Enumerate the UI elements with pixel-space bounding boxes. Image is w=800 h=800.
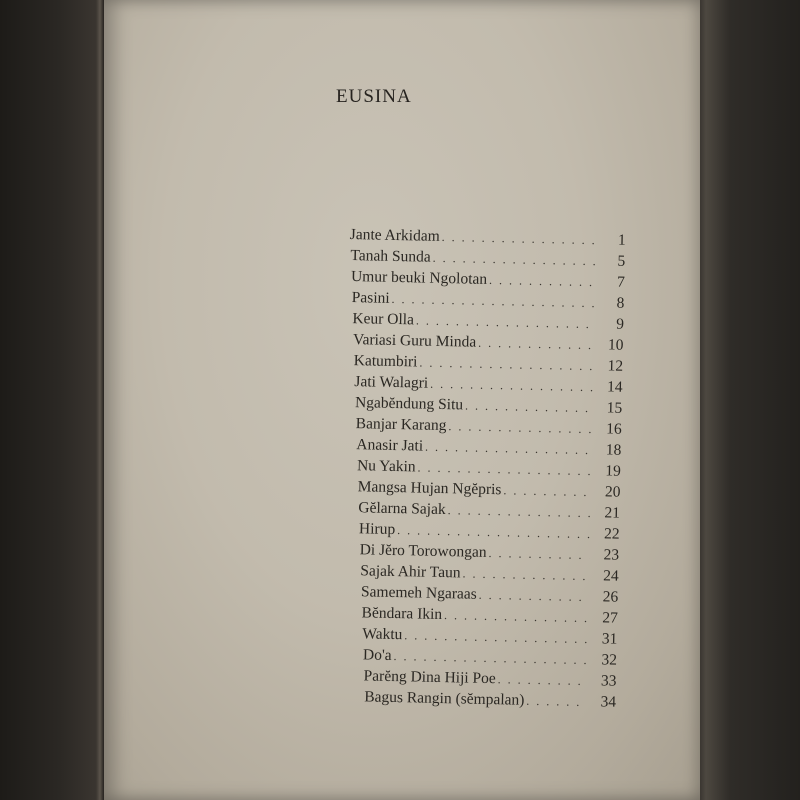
toc-entry-page: 7 (616, 273, 626, 291)
dot-leader (526, 691, 586, 713)
toc-entry-page: 10 (607, 336, 624, 354)
page-edge (700, 0, 800, 800)
dot-leader (447, 500, 590, 524)
dot-leader (478, 333, 594, 356)
toc-entry-title: Ngabĕndung Situ (354, 394, 464, 414)
toc-entry-page: 27 (602, 609, 618, 627)
toc-entry-page: 5 (617, 252, 626, 270)
toc-entry-page: 32 (601, 651, 618, 669)
toc-entry-title: Anasir Jati (356, 436, 424, 455)
toc-entry-page: 34 (600, 693, 617, 711)
contents-heading: EUSINA (336, 86, 412, 107)
toc-entry-title: Di Jĕro Torowongan (359, 541, 487, 561)
dot-leader (444, 605, 588, 629)
toc-entry-page: 18 (605, 441, 622, 459)
toc-entry-page: 23 (603, 546, 620, 564)
toc-entry-title: Tanah Sunda (350, 247, 431, 266)
toc-entry-page: 24 (603, 567, 619, 585)
toc-entry-title: Bagus Rangin (sĕmpalan) (364, 688, 525, 709)
toc-entry-page: 12 (607, 357, 624, 375)
toc-entry-page: 9 (616, 315, 625, 333)
toc-entry-page: 22 (603, 525, 620, 543)
toc-entry-page: 33 (600, 672, 617, 690)
toc-entry-title: Variasi Guru Minda (352, 331, 477, 351)
dot-leader (503, 480, 590, 503)
dot-leader (465, 395, 593, 419)
toc-entry-page: 21 (604, 504, 621, 522)
toc-entry-title: Jati Walagri (354, 373, 429, 392)
toc-entry-page: 14 (606, 378, 623, 396)
toc-entry-title: Hirup (358, 520, 396, 539)
dot-leader (488, 543, 589, 566)
dot-leader (462, 563, 589, 587)
toc-entry-page: 15 (606, 399, 623, 417)
toc-entry-title: Katumbiri (353, 352, 418, 371)
toc-entry-page: 31 (601, 630, 618, 648)
toc-entry-page: 1 (617, 231, 626, 249)
dot-leader (489, 270, 595, 293)
toc-entry-title: Umur beuki Ngolotan (350, 268, 488, 288)
toc-entry-title: Jante Arkidam (349, 225, 440, 245)
toc-entry-title: Parĕng Dina Hiji Poe (363, 667, 496, 688)
toc-entry-title: Nu Yakin (356, 457, 416, 476)
toc-entry-page: 26 (602, 588, 619, 606)
dot-leader (479, 585, 589, 608)
toc-entry-title: Waktu (362, 625, 403, 644)
toc-entry-title: Keur Olla (352, 310, 415, 329)
toc-entry-title: Banjar Karang (355, 415, 447, 435)
table-of-contents (340, 224, 626, 713)
dot-leader (448, 416, 592, 440)
toc-entry-title: Gĕlarna Sajak (358, 499, 446, 519)
toc-entry-title: Bĕndara Ikin (361, 604, 443, 624)
toc-entry-page: 16 (606, 420, 622, 438)
toc-entry-title: Pasini (351, 289, 390, 307)
toc-entry-page: 20 (604, 483, 621, 501)
toc-entry-title: Do'a (362, 646, 392, 664)
toc-entry-page: 8 (616, 294, 625, 312)
toc-entry-title: Mangsa Hujan Ngĕpris (357, 478, 502, 499)
toc-entry-page: 19 (605, 462, 622, 480)
toc-entry-title: Sajak Ahir Taun (360, 562, 461, 582)
toc-entry-title: Samemeh Ngaraas (360, 583, 477, 603)
